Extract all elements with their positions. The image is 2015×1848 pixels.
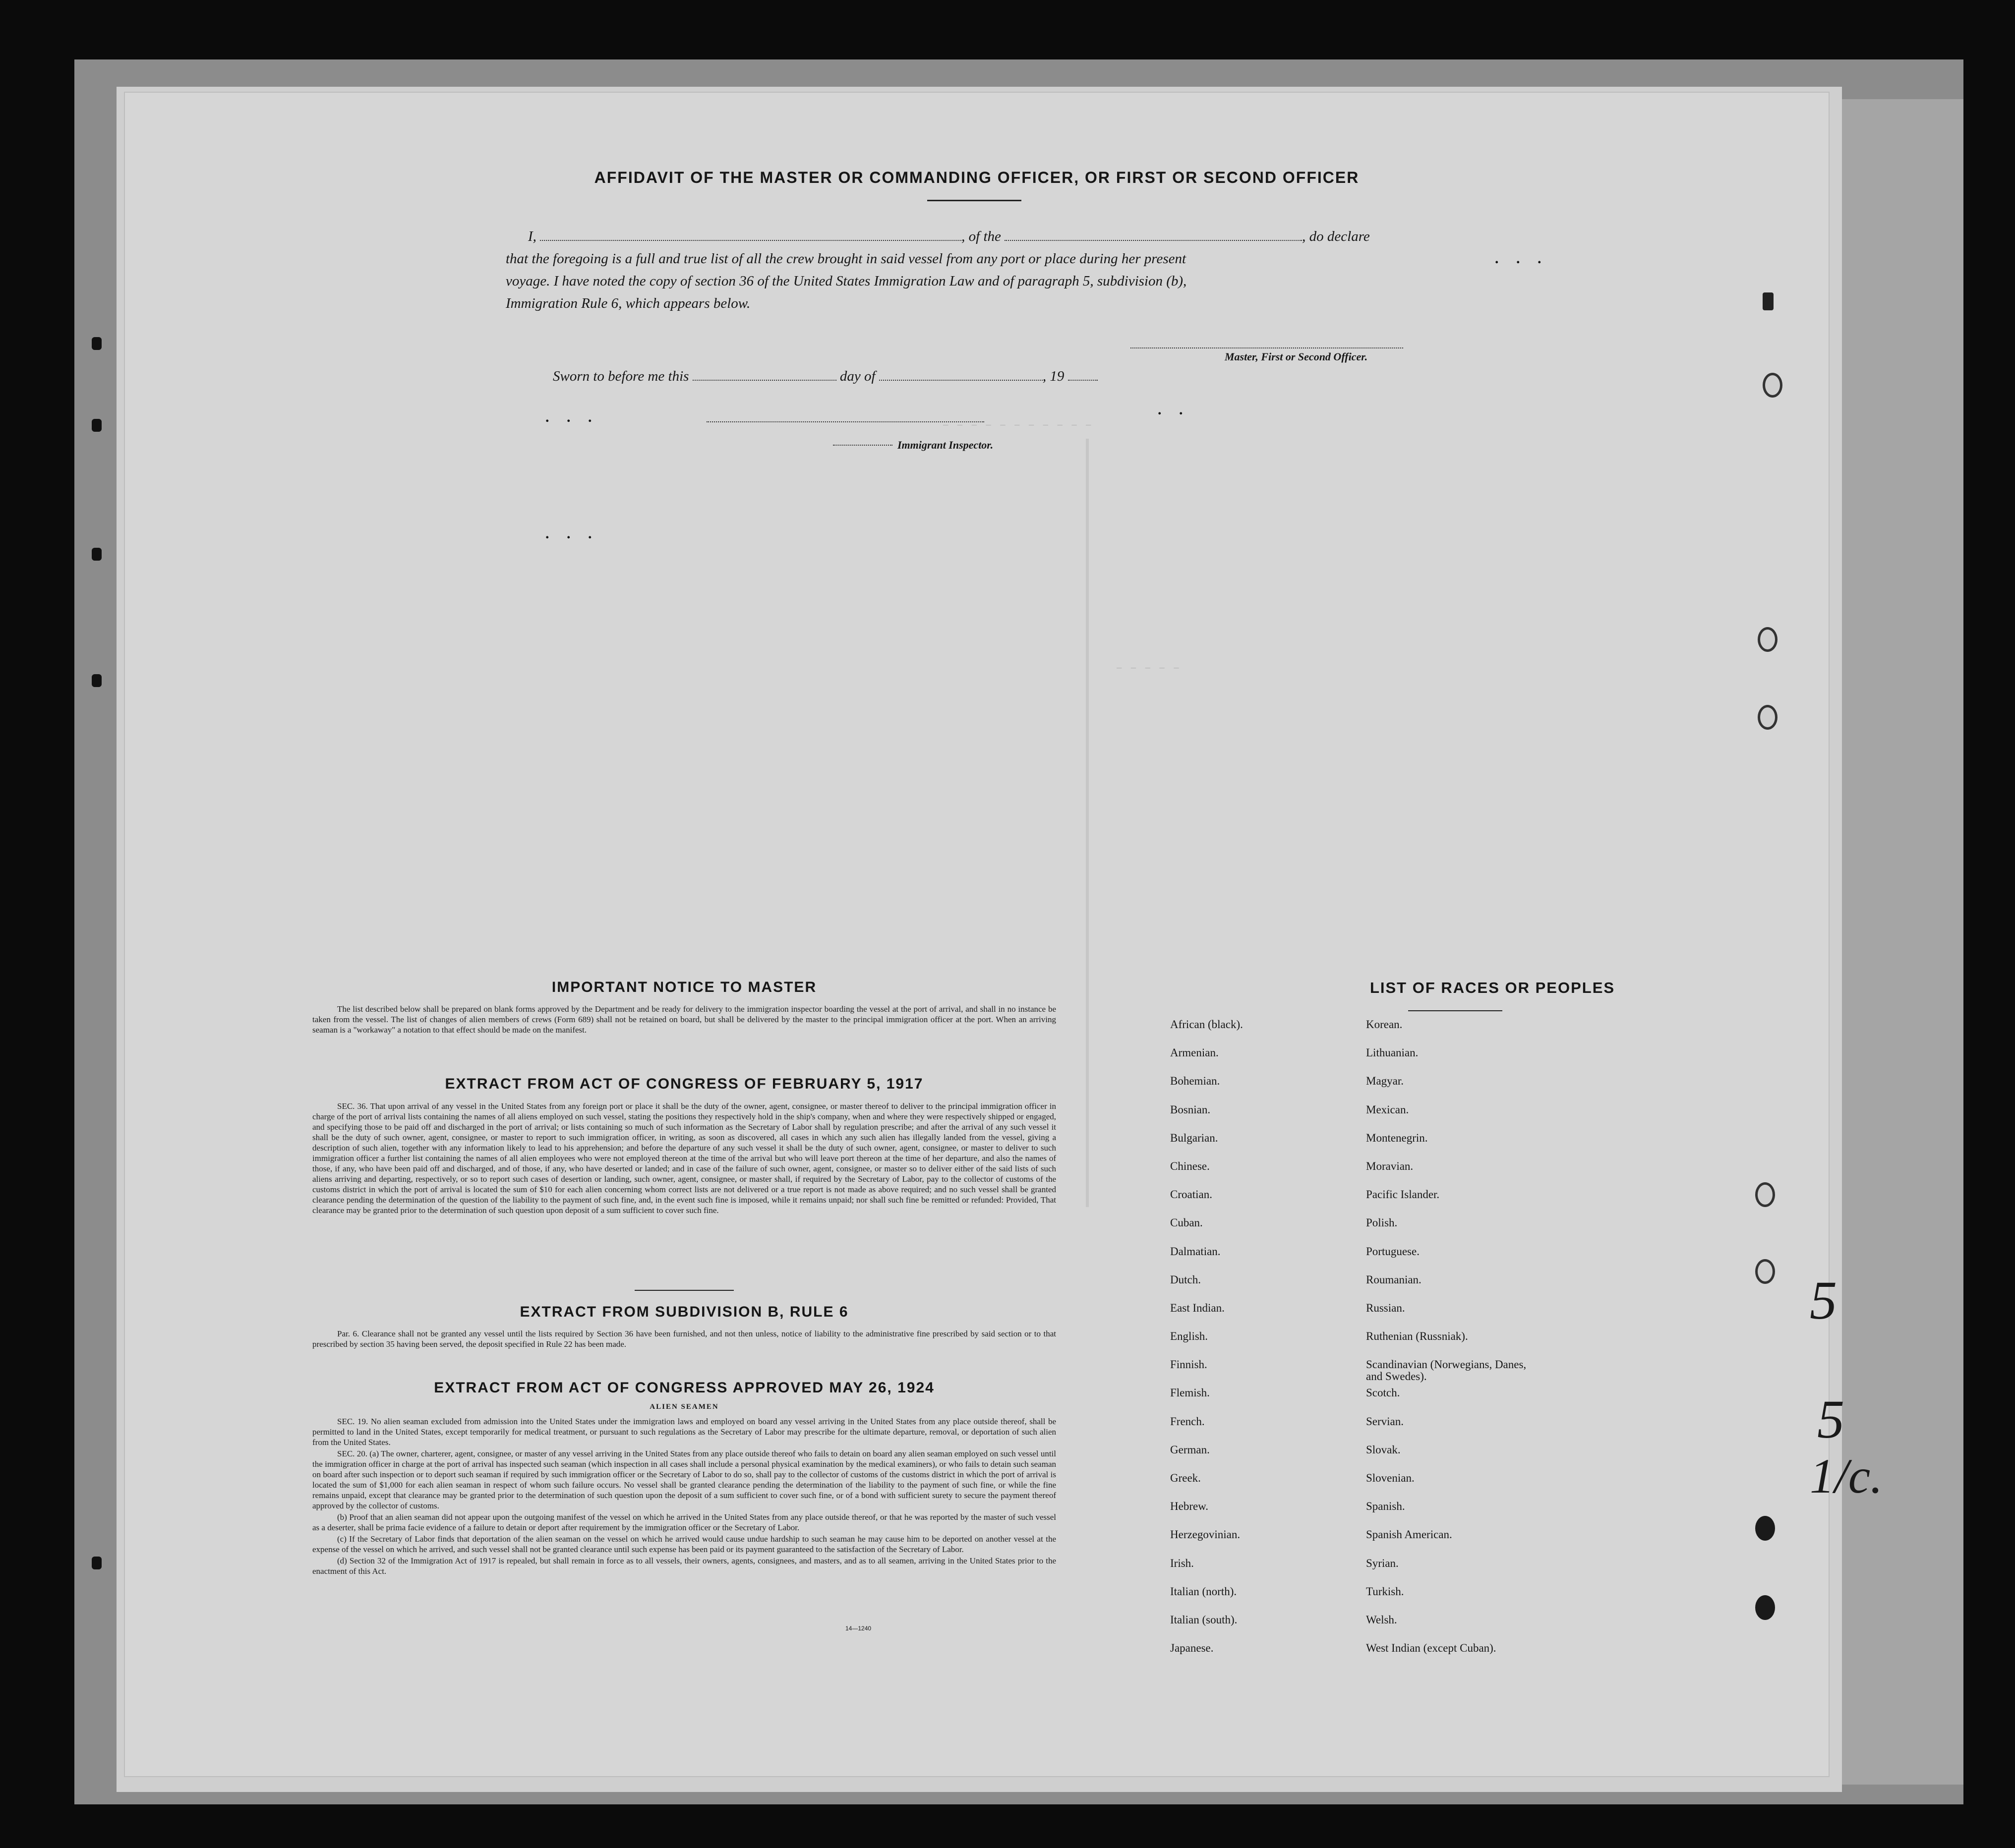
race-item: Japanese. xyxy=(1170,1642,1214,1655)
sworn-line xyxy=(553,368,1098,385)
extract-1924-sec20a: SEC. 20. (a) The owner, charterer, agent, consignee, or master of any vessel arriving in the United States from any place outside thereof who fails to detain on board any alien seaman employed on such vessel until the immigration officer in charge at the port of arrival has inspected such seaman (which inspection in all cases shall include a personal physical examination by the medical examiners), or who fails to detain such seaman on board after such inspection or to deport such seaman if required by such immigration officer or the Secretary of Labor to do so, shall pay to the collector of customs of the customs district in which the port of arrival is located the sum of $1,000 for each alien seaman in respect of whom such failure occurs. No vessel shall be granted clearance pending the determination of the liability to the payment of such fine, or while the fine remains unpaid, except that clearance may be granted prior to the determination of such question upon the deposit of a sum sufficient to cover such fine, or of a bond with sufficient surety to secure the payment thereof approved by the collector of customs. xyxy=(312,1449,1056,1510)
binder-hole xyxy=(1755,1516,1775,1541)
vessel-blank[interactable] xyxy=(1005,230,1302,241)
decl-do-declare: , do declare xyxy=(1302,229,1370,244)
race-item: Chinese. xyxy=(1170,1159,1210,1172)
races-title: LIST OF RACES OR PEOPLES xyxy=(1369,979,1615,996)
form-page xyxy=(124,92,1830,1777)
race-item: Russian. xyxy=(1366,1301,1405,1314)
extract-1917-title: EXTRACT FROM ACT OF CONGRESS OF FEBRUARY 5, 1917 xyxy=(445,1076,924,1092)
binder-notch xyxy=(92,337,102,350)
race-item: Syrian. xyxy=(1366,1557,1399,1569)
race-item: Bosnian. xyxy=(1170,1103,1211,1116)
extract-1917-paragraph: SEC. 36. That upon arrival of any vessel in the United States from any foreign port or place it shall be the duty of the owner, agent, consignee, or master thereof to deliver to the principal immigration officer in charge of the port of arrival lists containing the names of all aliens employed on such vessel, stating the positions they respectively hold in the ship's company, when and where they were respectively shipped or engaged, and specifying those to be paid off and discharged in the port of arrival; or lists containing so much of such information as the Secretary of Labor shall by regulation prescribe; and after the arrival of any such vessel it shall be the duty of such owner, agent, consignee, or master to report to such immigration officer, in writing, as soon as discovered, all cases in which any such alien has illegally landed from the vessel, giving a description of such alien, together with any information likely to lead to his apprehension; and before the departure of any such vessel it shall be the duty of such owner, agent, consignee, or master to deliver to such immigration officer a further list containing the names of all alien employees who were not employed thereon at the time of the arrival but who will leave port thereon at the time of her departure, and also the names of those, if any, who have been paid off and discharged, and of those, if any, who have deserted or landed; and in case of the failure of such owner, agent, consignee, or master so to deliver either of the said lists of such aliens arriving and departing, respectively, or so to report such cases of desertion or landing, such owner, agent, consignee, or master shall, if required by the Secretary of Labor, pay to the collector of customs of the customs district in which the port of arrival is located the sum of $10 for each alien concerning whom correct lists are not delivered or a true report is not made as above required; and no such vessel shall be granted clearance pending the determination of the question of the liability to the payment of such fine, and, in the event such fine is imposed, while it remains unpaid; nor shall such fine be remitted or refunded: Provided, That clearance may be granted prior to the determination of such question upon deposit of a sum sufficient to cover such fine. xyxy=(312,1101,1056,1215)
race-item: Welsh. xyxy=(1366,1613,1397,1626)
race-item: Scotch. xyxy=(1366,1386,1400,1399)
extract-1924-sec20c: (c) If the Secretary of Labor finds that deportation of the alien seaman on the vessel on which he arrived would cause undue hardship to such seaman he may cause him to be deported on another vessel at the expense of the vessel on which he arrived, and such vessel shall not be granted clearance until such expense has been paid or its payment guaranteed to the satisfaction of the Secretary of Labor. xyxy=(312,1534,1056,1554)
race-item: Flemish. xyxy=(1170,1386,1210,1399)
extract-rule6-paragraph: Par. 6. Clearance shall not be granted any vessel until the lists required by Section 36 have been furnished, and not then unless, notice of liability to the administrative fine prescribed by said section or to that prescribed by section 35 having been served, the deposit specified in Rule 22 has been made. xyxy=(312,1329,1056,1349)
form-code: 14—1240 xyxy=(845,1625,872,1632)
races-column-1 xyxy=(1170,1019,1243,1671)
notice-paragraph: The list described below shall be prepared on blank forms approved by the Department and be ready for delivery to the immigration inspector boarding the vessel at the port of arrival, and shall in no instance be taken from the vessel. The list of changes of alien members of crews (Form 689) shall not be retained on board, but shall be delivered by the master to the principal immigration officer at the port. When an arriving seaman is a "workaway" a notation to that effect should be made on the manifest. xyxy=(312,1004,1056,1035)
binder-notch xyxy=(92,674,102,687)
race-item: Italian (north). xyxy=(1170,1585,1237,1598)
race-item: English. xyxy=(1170,1330,1208,1343)
extract-1924-subtitle: ALIEN SEAMEN xyxy=(650,1403,719,1411)
margin-mark: 5 xyxy=(1817,1389,1844,1449)
race-item: Dutch. xyxy=(1170,1273,1201,1286)
race-item: Polish. xyxy=(1366,1216,1398,1229)
inspector-caption-lead xyxy=(833,445,892,446)
race-item: Armenian. xyxy=(1170,1046,1219,1059)
master-signature-line[interactable] xyxy=(1130,347,1403,348)
binder-hole xyxy=(1763,292,1774,310)
stray-dots: . . . xyxy=(545,525,599,542)
sworn-day-blank[interactable] xyxy=(693,370,836,381)
races-column-2 xyxy=(1366,1019,1574,1671)
race-item: East Indian. xyxy=(1170,1301,1225,1314)
race-item: Magyar. xyxy=(1366,1075,1404,1088)
bleed-through: ‒ ‒ ‒ ‒ ‒ xyxy=(1116,662,1180,675)
binder-notch xyxy=(92,548,102,561)
decl-i: I, xyxy=(528,229,536,244)
race-item: Moravian. xyxy=(1366,1159,1414,1172)
page-fold xyxy=(1086,439,1089,1207)
race-item: Italian (south). xyxy=(1170,1613,1238,1626)
race-item: Croatian. xyxy=(1170,1188,1212,1201)
race-item: Finnish. xyxy=(1170,1358,1207,1371)
race-item: Pacific Islander. xyxy=(1366,1188,1440,1201)
race-item: Korean. xyxy=(1366,1018,1403,1031)
declaration-text xyxy=(506,226,1611,315)
race-item: Spanish American. xyxy=(1366,1528,1452,1541)
sworn-year-blank[interactable] xyxy=(1068,370,1098,381)
binder-hole xyxy=(1763,373,1782,398)
race-item: French. xyxy=(1170,1415,1205,1428)
title-rule xyxy=(927,200,1021,201)
sworn-day-of: day of xyxy=(839,368,876,384)
binder-notch xyxy=(92,1557,102,1569)
extract-1924-title: EXTRACT FROM ACT OF CONGRESS APPROVED MAY 26, 1924 xyxy=(434,1380,935,1396)
extract-1924-sec20d: (d) Section 32 of the Immigration Act of 1917 is repealed, but shall remain in force as to all vessels, their owners, agents, consignees, and masters, and as to all seamen, arriving in the United States prior to the enactment of this Act. xyxy=(312,1556,1056,1576)
margin-mark: 1/c. xyxy=(1810,1448,1883,1503)
extract-1924-text xyxy=(312,1416,1056,1577)
extract-1917-text xyxy=(312,1101,1056,1216)
binder-notch xyxy=(92,419,102,432)
inspector-signature-line[interactable] xyxy=(707,421,984,422)
extract-1924-sec20b: (b) Proof that an alien seaman did not appear upon the outgoing manifest of the vessel on which he arrived in the United States from any place outside thereof, or that he was reported by the master of such vessel as a deserter, shall be prima facie evidence of a failure to detain or deport after requirement by the immigration officer or the Secretary of Labor. xyxy=(312,1512,1056,1532)
decl-line4: Immigration Rule 6, which appears below. xyxy=(506,295,751,311)
affidavit-title: AFFIDAVIT OF THE MASTER OR COMMANDING OFFICER, OR FIRST OR SECOND OFFICER xyxy=(594,169,1360,186)
sworn-year: , 19 xyxy=(1042,368,1065,384)
bleed-through: ‒ ‒ ‒ ‒ ‒ ‒ ‒ ‒ ‒ ‒ ‒ xyxy=(942,419,1092,432)
race-item: Scandinavian (Norwegians, Danes, and Swedes). xyxy=(1366,1358,1527,1383)
race-item: Roumanian. xyxy=(1366,1273,1422,1286)
race-item: Slovenian. xyxy=(1366,1472,1415,1484)
race-item: Herzegovinian. xyxy=(1170,1528,1241,1541)
binder-hole xyxy=(1755,1182,1775,1207)
notice-title: IMPORTANT NOTICE TO MASTER xyxy=(551,979,817,995)
race-item: Spanish. xyxy=(1366,1500,1405,1513)
race-item: Portuguese. xyxy=(1366,1245,1420,1258)
extract-rule6-text xyxy=(312,1328,1056,1350)
race-item: Lithuanian. xyxy=(1366,1046,1419,1059)
binder-hole xyxy=(1755,1259,1775,1284)
underlying-sheet xyxy=(1835,99,1963,1785)
section-rule xyxy=(635,1290,734,1291)
race-item: Greek. xyxy=(1170,1472,1201,1484)
stray-dots: . . xyxy=(1158,402,1190,418)
notice-text xyxy=(312,1004,1056,1036)
stray-dots: . . . xyxy=(545,409,599,425)
decl-of-the: , of the xyxy=(961,229,1001,244)
decl-line2: that the foregoing is a full and true list of all the crew brought in said vessel from any port or place during her present xyxy=(506,251,1186,267)
race-item: Turkish. xyxy=(1366,1585,1404,1598)
race-item: German. xyxy=(1170,1443,1210,1456)
binder-hole xyxy=(1755,1595,1775,1620)
extract-1924-sec19: SEC. 19. No alien seaman excluded from admission into the United States under the immigration laws and employed on board any vessel arriving in the United States from any place outside thereof, shall be permitted to land in the United States, except temporarily for medical treatment, or pursuant to such regulations as the Secretary of Labor may prescribe for the ultimate departure, removal, or deportation of such alien from the United States. xyxy=(312,1417,1056,1447)
stray-dots: . . . xyxy=(1495,250,1548,267)
margin-mark: 5 xyxy=(1810,1270,1837,1330)
race-item: Slovak. xyxy=(1366,1443,1401,1456)
inspector-caption: Immigrant Inspector. xyxy=(897,439,994,451)
race-item: Bulgarian. xyxy=(1170,1131,1218,1144)
sworn-month-blank[interactable] xyxy=(879,370,1043,381)
race-item: Mexican. xyxy=(1366,1103,1409,1116)
decl-line3: voyage. I have noted the copy of section 36 of the United States Immigration Law and of paragraph 5, subdivision (b), xyxy=(506,273,1187,289)
race-item: Hebrew. xyxy=(1170,1500,1209,1513)
race-item: Ruthenian (Russniak). xyxy=(1366,1330,1468,1343)
name-blank[interactable] xyxy=(540,230,961,241)
extract-rule6-title: EXTRACT FROM SUBDIVISION B, RULE 6 xyxy=(520,1304,849,1320)
master-signature-caption: Master, First or Second Officer. xyxy=(1225,350,1368,363)
binder-hole xyxy=(1758,627,1778,652)
race-item: Irish. xyxy=(1170,1557,1194,1569)
sworn-prefix: Sworn to before me this xyxy=(553,368,689,384)
race-item: West Indian (except Cuban). xyxy=(1366,1642,1496,1655)
race-item: Montenegrin. xyxy=(1366,1131,1428,1144)
races-rule xyxy=(1408,1010,1502,1011)
race-item: Bohemian. xyxy=(1170,1075,1220,1088)
race-item: Dalmatian. xyxy=(1170,1245,1221,1258)
race-item: Servian. xyxy=(1366,1415,1404,1428)
race-item: African (black). xyxy=(1170,1018,1243,1031)
race-item: Cuban. xyxy=(1170,1216,1203,1229)
binder-hole xyxy=(1758,705,1778,730)
